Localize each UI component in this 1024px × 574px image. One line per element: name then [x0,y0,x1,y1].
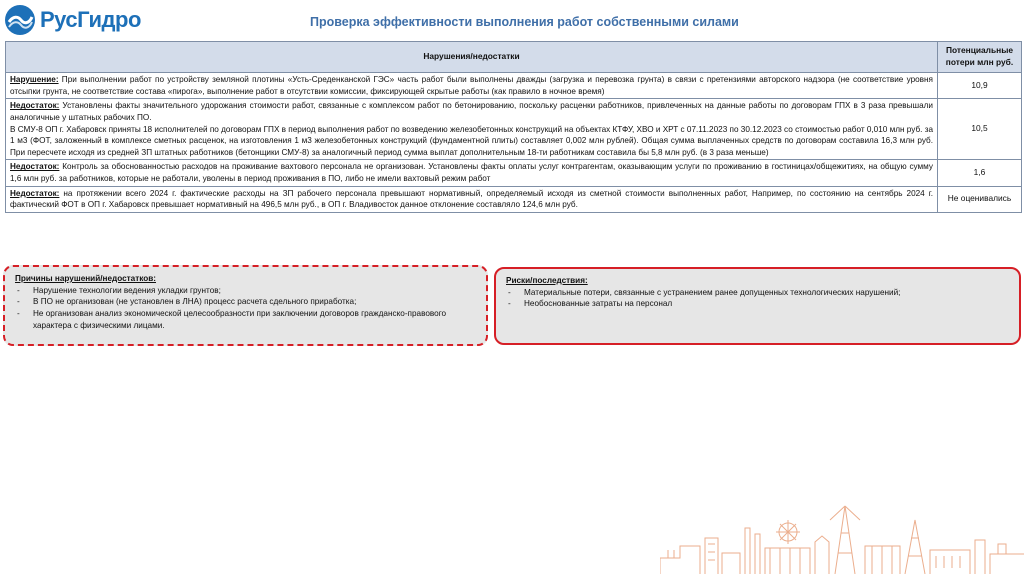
row-label: Недостаток: [10,162,60,172]
row-value: Не оценивались [938,186,1022,212]
row-description: При выполнении работ по устройству земляной плотины «Усть-Среденканской ГЭС» часть работ были выполнены дважды (загрузка и перевозка грунта) в связи с претензиями авторского надзора (не соответствие уровня отсыпки грунта, не соответствие состава «пирога», выполнение работ в отсутствии комиссии, фиксирующей скрытые работы (как правило в ночное время) [10,75,933,96]
violations-table [5,41,1022,213]
hydro-skyline-decoration-icon [660,498,1024,574]
risks-list [506,287,1009,310]
logo-text: РусГидро [40,7,141,32]
list-item: - Необоснованные затраты на персонал [506,298,1009,310]
causes-list [15,285,476,332]
row-text [6,99,938,160]
violations-header: Нарушения/недостатки [6,42,938,73]
row-text [6,73,938,99]
rushydro-logo-icon [4,4,36,36]
row-description: Установлены факты значительного удорожания стоимости работ, связанные с комплексом работ по бетонированию, поскольку расценки работников, привлеченных на данные работы по договорам ГПХ в 3 раза превышали аналогичные у штатных рабочих ПО. [10,101,933,122]
row-description-detail: В СМУ-8 ОП г. Хабаровск приняты 18 исполнителей по договорам ГПХ в период выполнения работ по возведению железобетонных конструкций на объектах КТФУ, ХВО и ХРТ с 07.11.2023 по 30.12.2023 со стоимостью работ 0,010 млн руб. за 1 м3 (ФОТ, заложенный в комплексе сметных расценок, на изготовления 1 м3 железобетонных конструкций (фундаментной плиты) составляет 0,002 млн рублей). Общая сумма выплаченных средств по договорам составила 16,3 млн руб. При пересчете исходя из средней ЗП штатных работников (бетонщики СМУ-8) за аналогичный период сумма выплат дополнительным 18-ти работникам составила бы 5,8 млн руб. (в 3 раза меньше) [10,124,934,157]
row-value: 10,5 [938,99,1022,160]
table-row [6,99,1022,160]
list-item: - Материальные потери, связанные с устранением ранее допущенных технологических нарушений; [506,287,1009,299]
page-title: Проверка эффективности выполнения работ собственными силами [310,15,739,29]
row-label: Нарушение: [10,75,59,84]
table-row [6,186,1022,212]
table-row [6,73,1022,99]
row-label: Недостаток: [10,101,60,111]
table-row [6,160,1022,186]
row-value: 10,9 [938,73,1022,99]
list-item: - Нарушение технологии ведения укладки грунтов; [15,285,476,297]
row-text [6,186,938,212]
row-label: Недостаток: [10,188,60,198]
row-value: 1,6 [938,160,1022,186]
list-item: - Не организован анализ экономической целесообразности при заключении договоров гражданско-правового характера с физическими лицами. [15,308,476,331]
causes-title: Причины нарушений/недостатков: [15,274,156,283]
row-description: Контроль за обоснованностью расходов на проживание вахтового персонала не организован. Установлены факты оплаты услуг контрагентам, оказывающим услуги по проживанию в гостиницах/общежитиях, на общую сумму 1,6 млн руб. за работников, которые не работали, уволены в период проживания в ПО, либо не имели вахтовый режим работ [10,162,933,184]
row-text [6,160,938,186]
risks-box [494,267,1021,345]
list-item: - В ПО не организован (не установлен в ЛНА) процесс расчета сдельного приработка; [15,296,476,308]
causes-box [3,265,488,346]
logo [4,3,144,37]
row-description: на протяжении всего 2024 г. фактические расходы на ЗП рабочего персонала превышают нормативный, определяемый исходя из сметной стоимости выполненных работ, Например, по состоянию на сентябрь 2024 г. фактический ФОТ в ОП г. Хабаровск превышает нормативный на 496,5 млн руб., в ОП г. Владивосток данное отклонение составляло 124,6 млн руб. [10,188,933,210]
risks-title: Риски/последствия: [506,276,588,285]
table-header-row [6,42,1022,73]
losses-header: Потенциальные потери млн руб. [938,42,1022,73]
